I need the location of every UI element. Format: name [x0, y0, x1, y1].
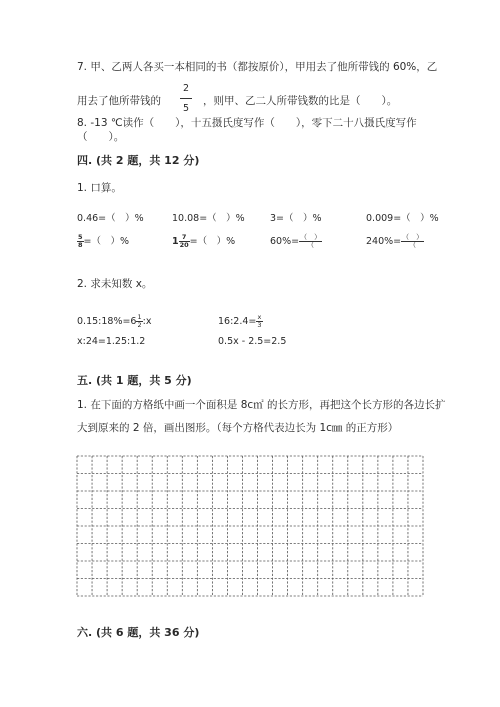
equation-2: 16:2.4= $\frac{x}{3}$	[218, 313, 262, 329]
calc-row1-item2: 10.08=（ ）%	[172, 213, 245, 224]
q8-line1: 8. -13 ℃读作（ ），十五摄氏度写作（ ），零下二十八摄氏度写作	[77, 117, 417, 129]
section4-q1-title: 1. 口算。	[77, 182, 122, 194]
section5-title: 五. (共 1 题，共 5 分)	[77, 374, 192, 387]
section6-title: 六. (共 6 题，共 36 分)	[77, 626, 200, 639]
calc-row1-item4: 0.009=（ ）%	[366, 213, 439, 224]
equation-4: 0.5x - 2.5=2.5	[218, 336, 287, 347]
section5-q1-line1: 1. 在下面的方格纸中画一个面积是 8c㎡ 的长方形，再把这个长方形的各边长扩	[77, 399, 446, 411]
calc-row2-item2: 1 $\frac{7}{20}$ =（ ）%	[172, 233, 236, 249]
calc-frac-7-20: $\frac{7}{20}$	[179, 233, 189, 249]
equation-1: 0.15:18%=6 $\frac{1}{2}$ :x	[77, 313, 152, 329]
q8-line2: （ ）。	[77, 131, 125, 143]
equation-3: x:24=1.25:1.2	[77, 336, 146, 347]
calc-frac-5-8: $\frac{5}{8}$	[78, 233, 83, 249]
calc-row2-item1: $\frac{5}{8}$ =（ ）%	[78, 233, 130, 249]
calc-row2-item3: 60%= （ ） （	[270, 233, 322, 249]
section4-q2-title: 2. 求未知数 x。	[77, 278, 153, 290]
calc-frac-blank-2: （ ） （	[402, 233, 424, 249]
q7-frac-den: 5	[182, 103, 190, 114]
calc-row1-item1: 0.46=（ ）%	[77, 213, 144, 224]
section4-title: 四. (共 2 题，共 12 分)	[77, 154, 200, 167]
section5-q1-line2: 大到原来的 2 倍，画出图形。（每个方格代表边长为 1c㎜ 的正方形）	[77, 422, 399, 434]
eq2-fraction: $\frac{x}{3}$	[257, 313, 262, 329]
calc-row2-item4: 240%= （ ） （	[366, 233, 424, 249]
q7-line1: 7. 甲、乙两人各买一本相同的书（都按原价），甲用去了他所带钱的 60%，乙	[77, 61, 438, 73]
calc-row1-item3: 3=（ ）%	[270, 213, 322, 224]
q7-line2-start: 用去了他所带钱的	[77, 95, 161, 107]
q7-line2-end: ，则甲、乙二人所带钱数的比是（ ）。	[203, 95, 398, 107]
q7-frac-num: 2	[182, 83, 190, 94]
calc-frac-blank-1: （ ） （	[300, 233, 322, 249]
eq1-fraction: $\frac{1}{2}$	[137, 313, 142, 329]
